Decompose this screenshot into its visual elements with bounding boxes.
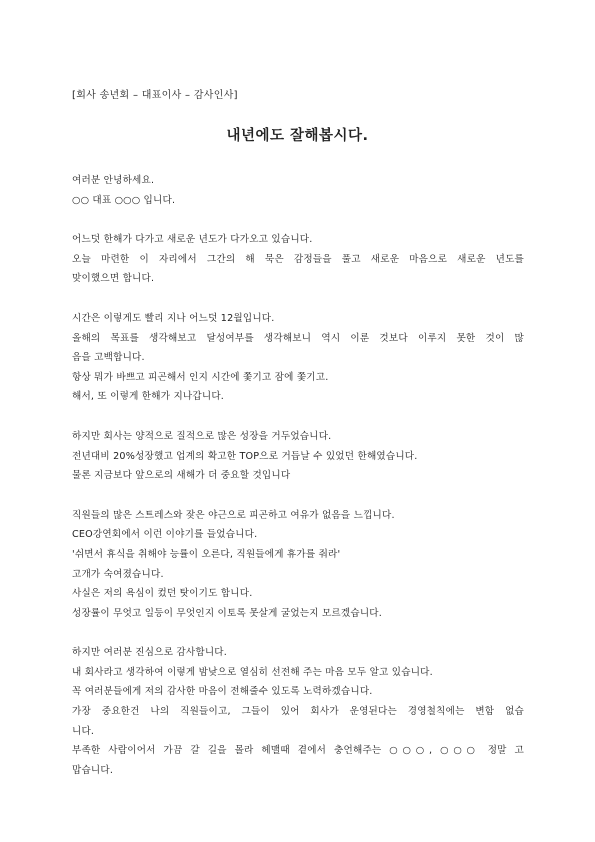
paragraph-thanks: [72, 643, 524, 780]
text-line: 가장 중요한건 나의 직원들이고, 그들이 있어 회사가 운영된다는 경영철칙에는 변함 없습: [72, 706, 524, 718]
text-line: 물론 지금보다 앞으로의 새해가 더 중요할 것입니다: [72, 470, 291, 482]
header-tag: [회사 송년회 – 대표이사 – 감사인사]: [72, 90, 238, 101]
paragraph-growth: [72, 427, 524, 486]
text-line: 꼭 여러분들에게 저의 감사한 마음이 전해줄수 있도록 노력하겠습니다.: [72, 686, 373, 698]
text-line: 니다.: [72, 725, 95, 737]
text-line: CEO강연회에서 이런 이야기를 들었습니다.: [72, 529, 258, 541]
text-line: 시간은 이렇게도 빨리 지나 어느덧 12월입니다.: [72, 312, 275, 324]
text-line: 여러분 안녕하세요.: [72, 175, 155, 186]
paragraph-reflection: [72, 309, 524, 407]
text-line: 부족한 사람이어서 가끔 갈 길을 몰라 헤맬때 곁에서 충언해주는 ○○○, ○○○ 정말 고: [72, 745, 524, 757]
text-line: 직원들의 많은 스트레스와 잦은 야근으로 피곤하고 여유가 없음을 느낍니다.: [72, 509, 395, 521]
text-line: ○○ 대표 ○○○ 입니다.: [72, 194, 176, 206]
text-line: 어느덧 한해가 다가고 새로운 년도가 다가오고 있습니다.: [72, 234, 313, 246]
paragraph-greeting: [72, 171, 524, 210]
text-line: 맞이했으면 합니다.: [72, 273, 155, 285]
text-line: 음을 고백합니다.: [72, 352, 145, 364]
document-body: [72, 171, 524, 800]
text-line: 사실은 저의 욕심이 컸던 탓이기도 합니다.: [72, 588, 253, 600]
text-line: 해서, 또 이렇게 한해가 지나갑니다.: [72, 391, 225, 403]
text-line: 오늘 마련한 이 자리에서 그간의 해 묵은 감정들을 풀고 새로운 마음으로 새로운 년도를: [72, 253, 524, 265]
text-line: 하지만 회사는 양적으로 질적으로 많은 성장을 거두었습니다.: [72, 430, 332, 442]
text-line: 고개가 숙여졌습니다.: [72, 568, 164, 580]
paragraph-year-end: [72, 230, 524, 289]
text-line: 성장률이 무엇고 일등이 무엇인지 이토록 못살게 굴었는지 모르겠습니다.: [72, 607, 383, 619]
text-line: '쉬면서 휴식을 취해야 능률이 오른다, 직원들에게 휴가를 줘라': [72, 548, 341, 560]
text-line: 전년대비 20%성장했고 업계의 확고한 TOP으로 거듭날 수 있었던 한해였습니다.: [72, 450, 418, 462]
text-line: 올해의 목표를 생각해보고 달성여부를 생각해보니 역시 이룬 것보다 이루지 못한 것이 많: [72, 332, 524, 344]
text-line: 내 회사라고 생각하여 이렇게 밤낮으로 열심히 선전해 주는 마음 모두 알고 있습니다.: [72, 666, 433, 678]
document-title: 내년에도 잘해봅시다.: [226, 128, 369, 144]
text-line: 하지만 여러분 진심으로 감사합니다.: [72, 647, 228, 659]
paragraph-apology: [72, 506, 524, 624]
text-line: 맙습니다.: [72, 764, 114, 776]
text-line: 항상 뭐가 바쁘고 피곤해서 인지 시간에 쫓기고 잠에 쫓기고.: [72, 371, 329, 383]
